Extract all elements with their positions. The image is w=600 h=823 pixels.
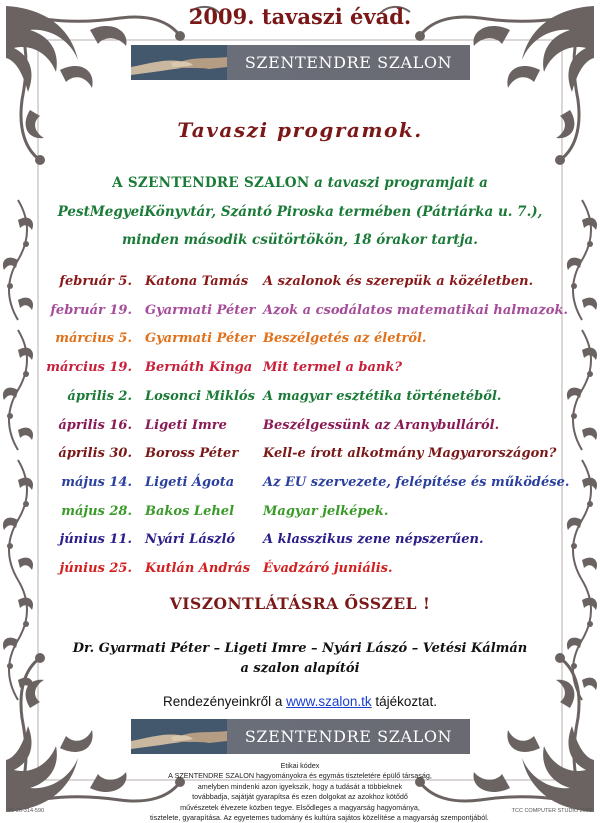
schedule-title: Évadzáró juniális. bbox=[263, 561, 393, 576]
ethics-line: továbbadja, sajátját gyarapítsa és ezen dolgokat az azokhoz kötődő bbox=[192, 792, 408, 802]
phone-number: 06-26-314-590 bbox=[8, 808, 45, 814]
schedule-title: Kell-e írott alkotmány Magyarországon? bbox=[263, 446, 557, 462]
season-title: 2009. tavaszi évad. bbox=[188, 4, 412, 29]
schedule-speaker: Kutlán András bbox=[145, 561, 251, 576]
schedule-title: A klasszikus zene népszerűen. bbox=[263, 532, 484, 548]
top-banner bbox=[131, 45, 470, 80]
schedule-title: A szalonok és szerepük a közéletben. bbox=[263, 274, 534, 289]
schedule-row bbox=[0, 504, 600, 524]
schedule-row bbox=[0, 418, 600, 438]
ethics-line: amelyben mindenki azon igyekszik, hogy a tudását a többieknek bbox=[197, 781, 403, 791]
schedule-date: május 28. bbox=[61, 503, 132, 519]
schedule-title: Mit termel a bank? bbox=[263, 360, 403, 376]
schedule-date: február 19. bbox=[50, 302, 132, 318]
schedule-row bbox=[0, 274, 600, 294]
intro-text bbox=[40, 169, 560, 255]
schedule-speaker: Ligeti Ágota bbox=[145, 474, 235, 490]
farewell-heading: VISZONTLÁTÁSRA ŐSSZEL ! bbox=[169, 594, 431, 613]
handshake-icon bbox=[131, 45, 227, 80]
info-suffix: tájékoztat. bbox=[371, 694, 437, 709]
section-heading: Tavaszi programok. bbox=[177, 118, 423, 142]
schedule-row bbox=[0, 446, 600, 466]
schedule-row bbox=[0, 532, 600, 552]
founders-names: Dr. Gyarmati Péter – Ligeti Imre – Nyári Lászó – Vetési Kálmán bbox=[72, 641, 528, 656]
schedule-date: április 30. bbox=[58, 446, 132, 462]
banner-title: SZENTENDRE SZALON bbox=[244, 727, 453, 746]
schedule-date: február 5. bbox=[59, 274, 132, 289]
schedule-title: A magyar esztétika történetéből. bbox=[263, 388, 502, 404]
info-prefix: Rendezényeinkről a bbox=[163, 694, 287, 709]
schedule-row bbox=[0, 389, 600, 409]
intro-line-3: minden második csütörtökön, 18 órakor tartja. bbox=[121, 232, 479, 248]
schedule-date: június 25. bbox=[59, 561, 132, 576]
founders-block bbox=[40, 639, 560, 679]
schedule-date: június 11. bbox=[59, 532, 132, 548]
schedule-speaker: Bakos Lehel bbox=[145, 503, 235, 519]
intro-line-1 bbox=[40, 169, 560, 198]
schedule-date: március 19. bbox=[46, 360, 132, 376]
founders-caption: a szalon alapítói bbox=[240, 661, 360, 676]
schedule-speaker: Gyarmati Péter bbox=[145, 302, 256, 318]
intro-line-2: PestMegyeiKönyvtár, Szántó Piroska termében (Pátriárka u. 7.), bbox=[57, 203, 543, 220]
schedule-row bbox=[0, 561, 600, 581]
schedule-speaker: Boross Péter bbox=[145, 446, 239, 462]
ethics-title: Etikai kódex bbox=[280, 761, 320, 770]
schedule-speaker: Bernáth Kinga bbox=[145, 360, 253, 376]
schedule-date: március 5. bbox=[55, 331, 132, 347]
ethics-line: tisztelete, gyarapítása. Az egyetemes tudomány és kultúra sajátos közelítése a magyarság szempontjából. bbox=[150, 813, 489, 823]
schedule-title: Az EU szervezete, felépítése és működése. bbox=[263, 474, 570, 490]
schedule-speaker: Losonci Miklós bbox=[145, 388, 255, 404]
schedule-title: Beszélgetés az életről. bbox=[263, 331, 427, 347]
schedule-row bbox=[0, 331, 600, 351]
schedule-date: április 2. bbox=[67, 388, 132, 404]
schedule-row bbox=[0, 303, 600, 323]
intro-brand: A SZENTENDRE SZALON bbox=[112, 175, 310, 191]
banner-title: SZENTENDRE SZALON bbox=[244, 53, 453, 72]
schedule-row bbox=[0, 360, 600, 380]
schedule-speaker: Katona Tamás bbox=[145, 274, 249, 289]
studio-credit: TCC COMPUTER STUDIO 2008 bbox=[511, 808, 592, 814]
schedule-date: május 14. bbox=[61, 474, 132, 490]
bottom-banner bbox=[131, 719, 470, 754]
ethics-code bbox=[150, 761, 489, 823]
schedule-row bbox=[0, 475, 600, 495]
ethics-line: A SZENTENDRE SZALON hagyományokra és egymás tiszteletére épülő társaság, bbox=[168, 771, 432, 781]
intro-line-1-rest: a tavaszi programjait a bbox=[309, 175, 488, 191]
schedule-title: Azok a csodálatos matematikai halmazok. bbox=[263, 302, 568, 318]
schedule-speaker: Gyarmati Péter bbox=[145, 331, 256, 347]
website-link[interactable]: www.szalon.tk bbox=[286, 694, 372, 709]
schedule-title: Magyar jelképek. bbox=[263, 503, 389, 519]
handshake-icon bbox=[131, 719, 227, 754]
ethics-line: művészetek élvezete közben tegye. Elsődleges a magyarság hagyománya, bbox=[180, 802, 420, 812]
schedule-speaker: Nyári László bbox=[145, 532, 236, 548]
schedule-speaker: Ligeti Imre bbox=[145, 417, 227, 433]
schedule-title: Beszélgessünk az Aranybulláról. bbox=[263, 417, 500, 433]
schedule-date: április 16. bbox=[58, 417, 132, 433]
info-line bbox=[0, 694, 600, 709]
